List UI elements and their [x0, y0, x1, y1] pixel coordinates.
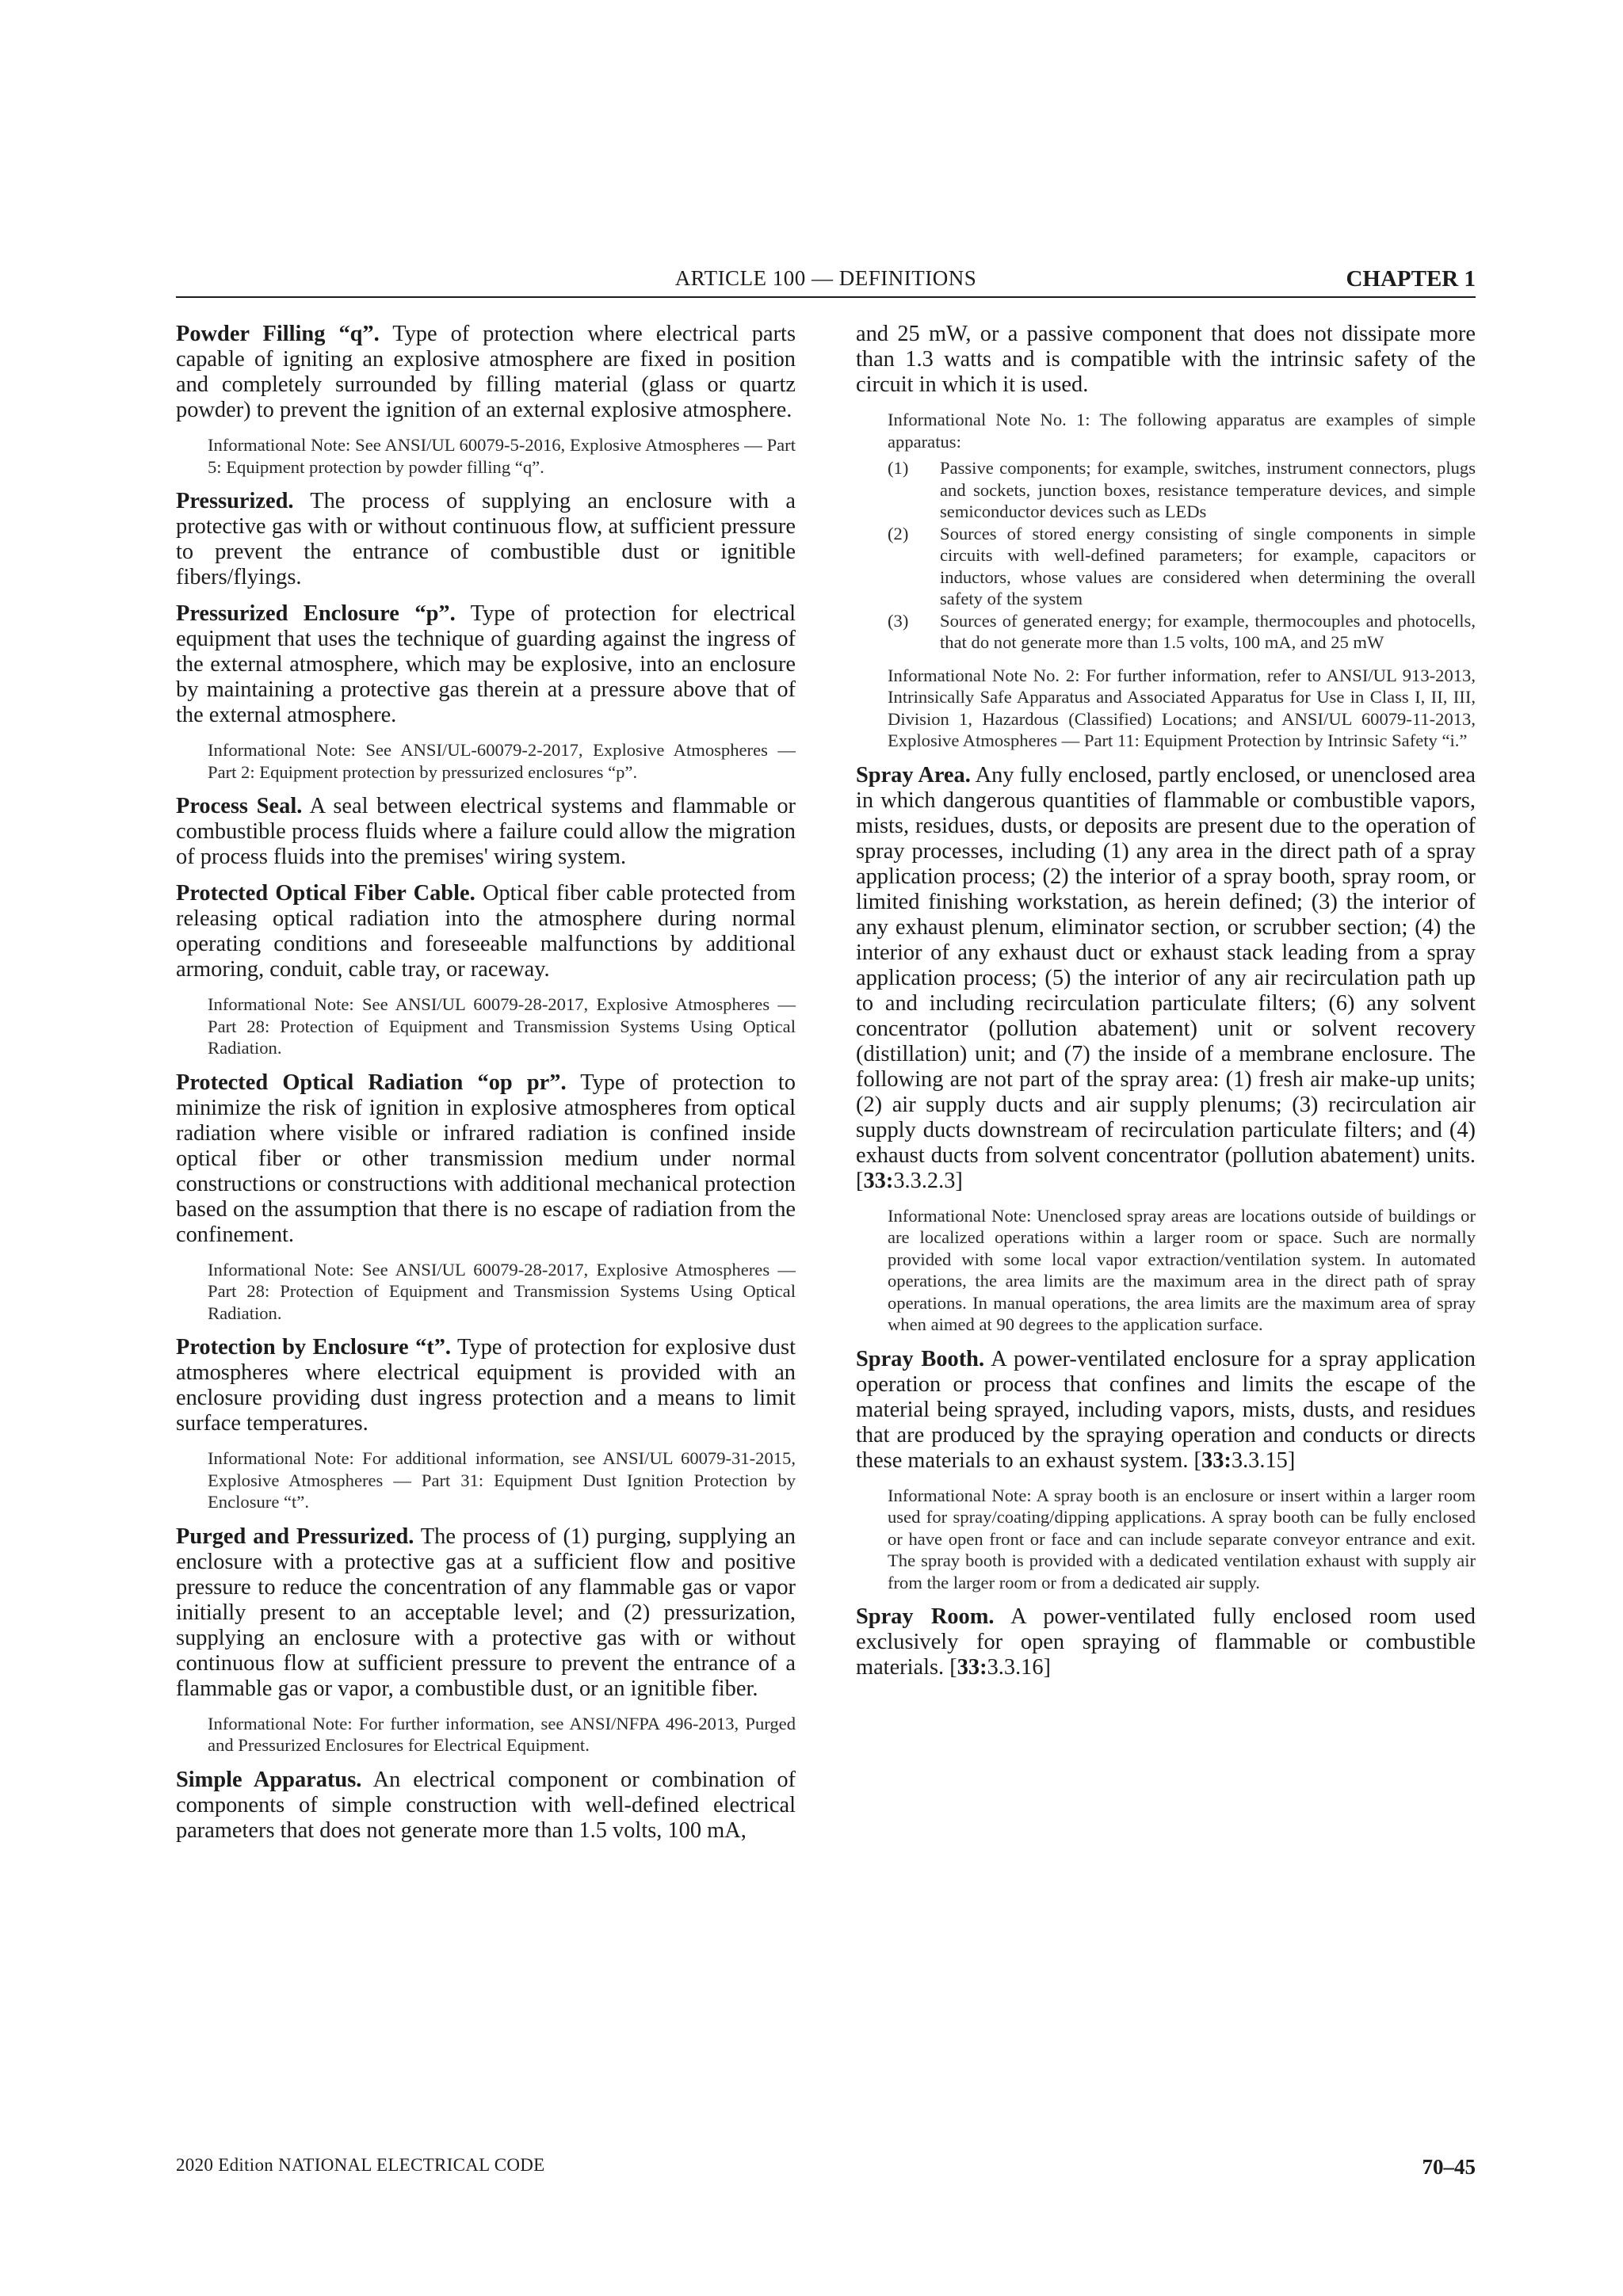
definition-purged-and-pressurized: Purged and Pressurized. The process of (1) purging, supplying an enclosure with a protective gas at a sufficient flow and positive pressure to reduce the concentration of any flammable gas or vapor initially present to an acceptable level; and (2) pressurization, supplying an enclosure with a protective gas with or without continuous flow at sufficient pressure to prevent the entrance of a flammable gas or vapor, a combustible dust, or an ignitible fiber.	[176, 1524, 796, 1701]
definition-pressurized-enclosure: Pressurized Enclosure “p”. Type of protection for electrical equipment that uses the technique of guarding against the ingress of the external atmosphere, which may be explosive, into an enclosure by maintaining a protective gas therein at a pressure above that of the external atmosphere.	[176, 601, 796, 727]
informational-note: Informational Note: See ANSI/UL 60079-28-2017, Explosive Atmospheres — Part 28: Protection of Equipment and Transmission Systems Using Optical Radiation.	[208, 1259, 796, 1323]
informational-note: Informational Note: Unenclosed spray areas are locations outside of buildings or are localized operations within a larger room or space. Such are normally provided with some local vapor extraction/ventilation system. In automated operations, the area limits are the maximum area in the direct path of spray operations. In manual operations, the area limits are the maximum area of spray when aimed at 90 degrees to the application surface.	[888, 1205, 1476, 1334]
definition-process-seal: Process Seal. A seal between electrical systems and flammable or combustible process fluids where a failure could allow the migration of process fluids into the premises' wiring system.	[176, 794, 796, 869]
definition-protected-optical-radiation: Protected Optical Radiation “op pr”. Type of protection to minimize the risk of ignition in explosive atmospheres from optical radiation where visible or infrared radiation is confined inside optical fiber or other transmission medium under normal constructions or constructions with additional mechanical protection based on the assumption that there is no escape of radiation from the confinement.	[176, 1070, 796, 1247]
right-column	[856, 322, 1476, 1691]
informational-note: Informational Note: See ANSI/UL 60079-28-2017, Explosive Atmospheres — Part 28: Protection of Equipment and Transmission Systems Using Optical Radiation.	[208, 994, 796, 1058]
definition-protected-optical-fiber-cable: Protected Optical Fiber Cable. Optical fiber cable protected from releasing optical radiation into the atmosphere during normal operating conditions and foreseeable malfunctions by additional armoring, conduit, cable tray, or raceway.	[176, 881, 796, 982]
source-reference: [33:3.3.16]	[949, 1655, 1052, 1680]
header-rule	[176, 296, 1476, 298]
definition-protection-by-enclosure: Protection by Enclosure “t”. Type of protection for explosive dust atmospheres where electrical equipment is provided with an enclosure providing dust ingress protection and a means to limit surface temperatures.	[176, 1335, 796, 1436]
definition-simple-apparatus: Simple Apparatus. An electrical component or combination of components of simple construction with well-defined electrical parameters that does not generate more than 1.5 volts, 100 mA,	[176, 1767, 796, 1843]
source-reference: [33:3.3.15]	[1193, 1447, 1296, 1473]
informational-note-1: Informational Note No. 1: The following apparatus are examples of simple apparatus:	[888, 410, 1476, 452]
list-item: (1) Passive components; for example, switches, instrument connectors, plugs and sockets, junction boxes, resistance temperature devices, and simple semiconductor devices such as LEDs	[888, 458, 1476, 521]
running-footer	[176, 2155, 1476, 2187]
informational-note: Informational Note: For further information, see ANSI/NFPA 496-2013, Purged and Pressurized Enclosures for Electrical Equipment.	[208, 1713, 796, 1755]
edition-label: 2020 Edition NATIONAL ELECTRICAL CODE	[176, 2155, 545, 2175]
list-item: (2) Sources of stored energy consisting of single components in simple circuits with well-defined parameters; for example, capacitors or inductors, whose values are considered when determining the overall safety of the system	[888, 523, 1476, 608]
left-column	[176, 322, 796, 1855]
list-item: (3) Sources of generated energy; for example, thermocouples and photocells, that do not generate more than 1.5 volts, 100 mA, and 25 mW	[888, 610, 1476, 652]
simple-apparatus-examples	[888, 457, 1476, 654]
simple-apparatus-continuation: and 25 mW, or a passive component that does not dissipate more than 1.3 watts and is compatible with the intrinsic safety of the circuit in which it is used.	[856, 322, 1476, 397]
informational-note: Informational Note: See ANSI/UL-60079-2-2017, Explosive Atmospheres — Part 2: Equipment protection by pressurized enclosures “p”.	[208, 740, 796, 782]
page-number: 70–45	[1422, 2155, 1476, 2179]
definition-pressurized: Pressurized. The process of supplying an enclosure with a protective gas with or without continuous flow, at sufficient pressure to prevent the entrance of combustible dust or ignitible fibers/flyings.	[176, 489, 796, 589]
definition-powder-filling: Powder Filling “q”. Type of protection where electrical parts capable of igniting an explosive atmosphere are fixed in position and completely surrounded by filling material (glass or quartz powder) to prevent the ignition of an external explosive atmosphere.	[176, 322, 796, 422]
source-reference: [33:3.3.2.3]	[856, 1168, 963, 1193]
informational-note: Informational Note: See ANSI/UL 60079-5-2016, Explosive Atmospheres — Part 5: Equipment protection by powder filling “q”.	[208, 435, 796, 477]
definition-spray-booth: Spray Booth. A power-ventilated enclosure for a spray application operation or process that confines and limits the escape of the material being sprayed, including vapors, mists, dusts, and residues that are produced by the spraying operation and conducts or directs these materials to an exhaust system. [33:3.3.15]	[856, 1346, 1476, 1473]
informational-note: Informational Note: For additional information, see ANSI/UL 60079-31-2015, Explosive Atmospheres — Part 31: Equipment Dust Ignition Protection by Enclosure “t”.	[208, 1448, 796, 1512]
definition-spray-room: Spray Room. A power-ventilated fully enclosed room used exclusively for open spraying of flammable or combustible materials. [33:3.3.16]	[856, 1604, 1476, 1680]
informational-note-2: Informational Note No. 2: For further information, refer to ANSI/UL 913-2013, Intrinsically Safe Apparatus and Associated Apparatus for Use in Class I, II, III, Division 1, Hazardous (Classified) Locations; and ANSI/UL 60079-11-2013, Explosive Atmospheres — Part 11: Equipment Protection by Intrinsic Safety “i.”	[888, 665, 1476, 750]
chapter-label: CHAPTER 1	[1346, 266, 1476, 292]
informational-note: Informational Note: A spray booth is an enclosure or insert within a larger room used for spray/coating/dipping applications. A spray booth can be fully enclosed or have open front or face and can include separate conveyor entrance and exit. The spray booth is provided with a dedicated ventilation exhaust with supply air from the larger room or from a dedicated air supply.	[888, 1485, 1476, 1592]
article-title: ARTICLE 100 — DEFINITIONS	[674, 266, 977, 290]
definition-spray-area: Spray Area. Any fully enclosed, partly enclosed, or unenclosed area in which dangerous quantities of flammable or combustible vapors, mists, residues, dusts, or deposits are present due to the operation of spray processes, including (1) any area in the direct path of a spray application process; (2) the interior of a spray booth, spray room, or limited finishing workstation, as herein defined; (3) the interior of any exhaust plenum, eliminator section, or scrubber section; (4) the interior of any exhaust duct or exhaust stack leading from a spray application process; (5) the interior of any air recirculation path up to and including recirculation particulate filters; (6) any solvent concentrator (pollution abatement) unit or solvent recovery (distillation) unit; and (7) the inside of a membrane enclosure. The following are not part of the spray area: (1) fresh air make-up units; (2) air supply ducts and air supply plenums; (3) recirculation air supply ducts downstream of recirculation particulate filters; and (4) exhaust ducts from solvent concentrator (pollution abatement) units. [33:3.3.2.3]	[856, 762, 1476, 1193]
